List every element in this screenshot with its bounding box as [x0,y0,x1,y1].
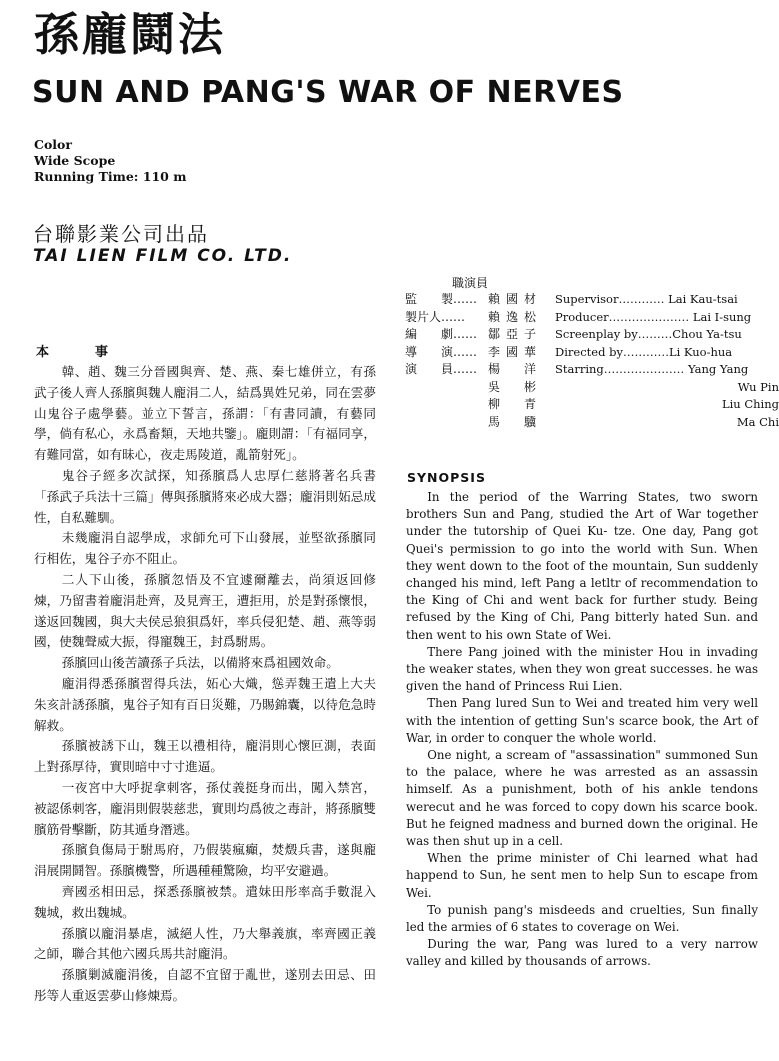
story-paragraph: 孫臏被誘下山，魏王以禮相待，龐涓則心懷叵測，表面上對孫厚待，實則暗中寸寸進逼。 [34,738,376,775]
synopsis-english [406,489,758,971]
credit-english: Starring………………… Yang Yang [555,362,749,376]
synopsis-paragraph: One night, a scream of "assassination" summoned Sun to the palace, where he was arrested as an assassin himself. As a punishment, both of his ankle tendons werecut and he was forced to copy down his scarce book. But he feigned madness and burned down the original. He was then shut up in a cell. [406,748,758,849]
credit-role: 導 演…… [405,344,478,359]
credit-name: 賴逸松 [488,309,543,324]
credits-list [405,291,779,431]
synopsis-paragraph: To punish pang's misdeeds and cruelties, Sun finally led the armies of 6 states to coverage on Wei. [406,902,758,935]
story-paragraph: 二人下山後，孫臏忽悟及不宜遽爾離去，尚須返回修煉，乃留書着龐涓赴齊，及見齊王，遭拒用，於是對孫懷恨，遂返回魏國，與大夫侯忌狼狽爲奸，率兵侵犯楚、趙、燕等弱國，使魏聲威大振，得寵魏王，封爲駙馬。 [34,571,376,650]
synopsis-paragraph: During the war, Pang was lured to a very narrow valley and killed by thousands of arrows. [406,937,758,969]
story-paragraph: 鬼谷子經多次試探，知孫臏爲人忠厚仁慈將著名兵書「孫武子兵法十三篇」傳與孫臏將來必成大器；龐涓則妬忌成性，自私難馴。 [34,467,376,525]
credit-name: 楊 洋 [488,362,543,376]
story-chinese [34,362,376,1007]
credit-name: 吳 彬 [488,379,543,394]
credit-row [405,379,779,397]
story-paragraph: 齊國丞相田忌，探悉孫臏被禁。遣妹田彤率高手數混入魏城，救出魏城。 [34,883,376,920]
company-english: TAI LIEN FILM CO. LTD. [33,246,293,266]
credit-name: 李國華 [488,344,543,359]
story-paragraph: 未幾龐涓自認學成，求師允可下山發展，並堅欲孫臏同行相佐，鬼谷子亦不阻止。 [34,530,376,567]
synopsis-paragraph: There Pang joined with the minister Hou in invading the weaker states, when they won great successes. he was given the hand of Princess Rui Lien. [406,644,758,694]
credit-english: Screenplay by………Chou Ya-tsu [555,327,742,341]
credit-name: 馬 驥 [488,414,543,429]
credit-english: Wu Pin [737,379,779,394]
company-chinese: 台聯影業公司出品 [33,222,209,246]
credit-english: Producer………………… Lai I-sung [555,309,752,324]
credit-role: 演 員…… [405,362,478,376]
credit-role: 製片人…… [405,309,466,324]
story-paragraph: 孫臏負傷局于駙馬府，乃假裝瘋癲，焚燬兵書，遂與龐涓展開鬪智。孫臏機警，所遇種種驚險，均平安避過。 [34,842,376,879]
film-specs [34,137,186,185]
synopsis-paragraph: In the period of the Warring States, two sworn brothers Sun and Pang, studied the Art of War together under the tutorship of Quei Ku- tze. One day, Pang got Quei's permission to go into the world with Sun. When they went down to the foot of the mountain, Sun suddenly changed his mind, left Pang a letltr of recommendation to the King of Chi and went back for further study. Being refused by the King of Chi, Pang bitterly hated Sun. and then went to his own State of Wei. [406,490,758,642]
title-english: SUN AND PANG'S WAR OF NERVES [32,75,624,110]
credit-role: 監 製…… [405,292,478,306]
story-heading-char: 事 [95,345,109,360]
story-paragraph: 孫臏回山後苦讀孫子兵法，以備將來爲祖國效命。 [61,655,339,671]
spec-color: Color [34,137,72,152]
story-heading-char: 本 [36,345,50,360]
credit-row [405,326,779,344]
credit-name: 鄒亞子 [488,327,543,341]
synopsis-heading: SYNOPSIS [407,470,486,485]
credit-english: Supervisor………… Lai Kau-tsai [555,292,738,306]
credits-header: 職演員 [452,276,489,290]
spec-running-time: Running Time: 110 m [34,169,187,184]
credit-row [405,291,779,309]
credit-english: Liu Ching [721,397,779,411]
spec-scope: Wide Scope [34,153,116,168]
story-paragraph: 龐涓得悉孫臏習得兵法，妬心大熾，慫弄魏王遣上大夫朱亥計誘孫臏，鬼谷子知有百日災難，乃賜錦囊，以待危急時解救。 [34,675,376,733]
story-paragraph: 孫臏以龐涓暴虐，滅絕人性，乃大舉義旗，率齊國正義之師，聯合其他六國兵馬共討龐涓。 [34,925,376,962]
synopsis-paragraph: When the prime minister of Chi learned what had happend to Sun, he sent men to help Sun to escape from Wei. [406,851,758,900]
credit-name: 柳 青 [488,397,543,411]
credit-english: Directed by…………Li Kuo-hua [555,344,733,359]
credit-role: 編 劇…… [405,327,478,341]
credit-row [405,309,779,327]
story-paragraph: 孫臏剿滅龐涓後，自認不宜留于亂世，遂別去田忌、田彤等人重返雲夢山修煉焉。 [34,967,376,1003]
synopsis-paragraph: Then Pang lured Sun to Wei and treated him very well with the intention of getting Sun's scarce book, the Art of War, in order to conquer the whole world. [406,696,758,745]
credit-row [405,414,779,432]
credit-name: 賴國材 [488,292,543,306]
credit-row [405,344,779,362]
credit-row [405,396,779,414]
title-chinese: 孫龐鬪法 [34,8,227,61]
story-paragraph: 韓、趙、魏三分晉國與齊、楚、燕、秦七雄併立，有孫武子後人齊人孫臏與魏人龐涓二人，結爲異姓兄弟，同在雲夢山鬼谷子處學藝。並立下誓言，孫謂：「有書同讀，有藝同學，倘有私心，永爲畜類，天地共鑒」。龐則謂：「有福同享，有難同當，如有昧心，夜走馬陵道，亂箭射死」。 [34,364,376,463]
credit-row [405,361,779,379]
story-heading [36,341,376,360]
credit-english: Ma Chi [736,414,779,429]
story-paragraph: 一夜宮中大呼捉拿刺客，孫仗義挺身而出，闖入禁宮，被認係刺客，龐涓則假裝慈悲，實則均爲彼之毒計，將孫臏雙臏筋骨擊斷，防其遁身潛逃。 [34,779,376,837]
